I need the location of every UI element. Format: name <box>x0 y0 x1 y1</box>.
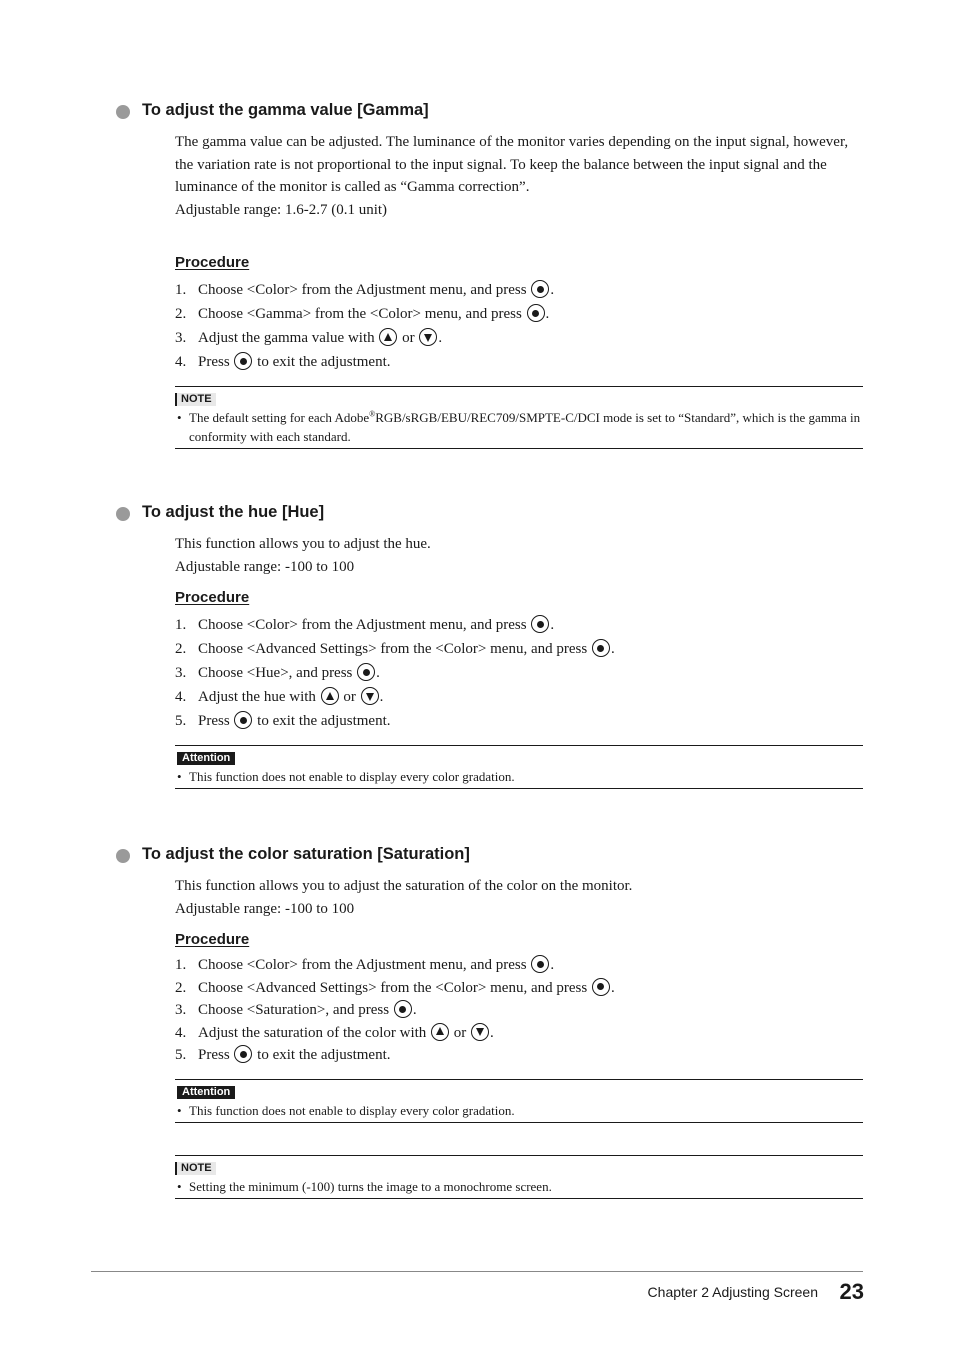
enter-button-icon <box>531 280 549 298</box>
enter-button-icon <box>394 1000 412 1018</box>
attention-box <box>175 1079 863 1123</box>
enter-button-icon <box>531 615 549 633</box>
attention-box <box>175 745 863 789</box>
procedure-heading: Procedure <box>175 931 250 948</box>
step-item: 5. Press to exit the adjustment. <box>175 713 391 729</box>
attention-text: • This function does not enable to display every color gradation. <box>177 1102 515 1118</box>
note-box <box>175 1155 863 1199</box>
attention-label: Attention <box>177 752 235 765</box>
step-item: 1. Choose <Color> from the Adjustment menu, and press . <box>175 282 555 298</box>
step-item: 5. Press to exit the adjustment. <box>175 1047 391 1063</box>
enter-button-icon <box>592 639 610 657</box>
adjustable-range: Adjustable range: 1.6-2.7 (0.1 unit) <box>175 201 388 218</box>
description: The gamma value can be adjusted. The luminance of the monitor varies depending on the input signal, however, the variation rate is not proportional to the input signal. To keep the balance between the input signal and the luminance of the monitor is called as “Gamma correction”. <box>175 134 849 195</box>
section-saturation <box>116 845 864 1199</box>
down-arrow-button-icon <box>419 328 437 346</box>
step-item: 4. Adjust the saturation of the color with or . <box>175 1024 494 1041</box>
note-text: • The default setting for each Adobe®RGB/sRGB/EBU/REC709/SMPTE-C/DCI mode is set to “Standard”, which is the gamma in conformity with each standard. <box>177 409 861 444</box>
step-item: 3. Choose <Hue>, and press . <box>175 665 380 681</box>
note-label: NOTE <box>175 393 216 406</box>
section-bullet-icon <box>116 507 130 521</box>
down-arrow-button-icon <box>471 1023 489 1041</box>
attention-label: Attention <box>177 1086 235 1099</box>
procedure-steps <box>175 278 864 374</box>
procedure-steps <box>175 613 864 733</box>
enter-button-icon <box>531 955 549 973</box>
enter-button-icon <box>527 304 545 322</box>
note-box <box>175 386 863 449</box>
section-heading <box>116 845 864 869</box>
section-gamma <box>116 101 864 449</box>
down-arrow-button-icon <box>361 687 379 705</box>
procedure-heading: Procedure <box>175 254 250 271</box>
up-arrow-button-icon <box>321 687 339 705</box>
description: This function allows you to adjust the hue. <box>175 536 431 552</box>
enter-button-icon <box>234 711 252 729</box>
step-item: 4. Adjust the hue with or . <box>175 689 384 705</box>
section-title: To adjust the color saturation [Saturation] <box>142 845 470 863</box>
description: This function allows you to adjust the saturation of the color on the monitor. <box>175 878 633 894</box>
section-bullet-icon <box>116 105 130 119</box>
procedure-heading: Procedure <box>175 589 250 606</box>
up-arrow-button-icon <box>431 1023 449 1041</box>
note-text: • Setting the minimum (-100) turns the image to a monochrome screen. <box>177 1178 552 1194</box>
section-heading <box>116 503 864 527</box>
page-number: 23 <box>839 1279 864 1304</box>
step-item: 2. Choose <Advanced Settings> from the <Color> menu, and press . <box>175 979 615 996</box>
attention-text: • This function does not enable to display every color gradation. <box>177 769 515 784</box>
procedure-steps <box>175 954 864 1067</box>
step-item: 2. Choose <Advanced Settings> from the <Color> menu, and press . <box>175 641 615 657</box>
enter-button-icon <box>592 978 610 996</box>
footer-chapter-title: Chapter 2 Adjusting Screen <box>647 1284 818 1300</box>
step-item: 3. Adjust the gamma value with or . <box>175 330 443 346</box>
section-heading <box>116 101 864 125</box>
section-title: To adjust the hue [Hue] <box>142 503 325 521</box>
section-hue <box>116 503 864 789</box>
enter-button-icon <box>357 663 375 681</box>
step-item: 4. Press to exit the adjustment. <box>175 354 391 370</box>
step-item: 2. Choose <Gamma> from the <Color> menu, and press . <box>175 306 550 322</box>
step-item: 1. Choose <Color> from the Adjustment menu, and press . <box>175 617 555 633</box>
enter-button-icon <box>234 1045 252 1063</box>
step-item: 1. Choose <Color> from the Adjustment menu, and press . <box>175 957 555 973</box>
step-item: 3. Choose <Saturation>, and press . <box>175 1002 417 1018</box>
adjustable-range: Adjustable range: -100 to 100 <box>175 558 355 575</box>
note-label: NOTE <box>175 1162 216 1175</box>
section-title: To adjust the gamma value [Gamma] <box>142 101 429 119</box>
section-bullet-icon <box>116 849 130 863</box>
up-arrow-button-icon <box>379 328 397 346</box>
adjustable-range: Adjustable range: -100 to 100 <box>175 900 355 917</box>
footer-divider <box>91 1271 863 1272</box>
enter-button-icon <box>234 352 252 370</box>
